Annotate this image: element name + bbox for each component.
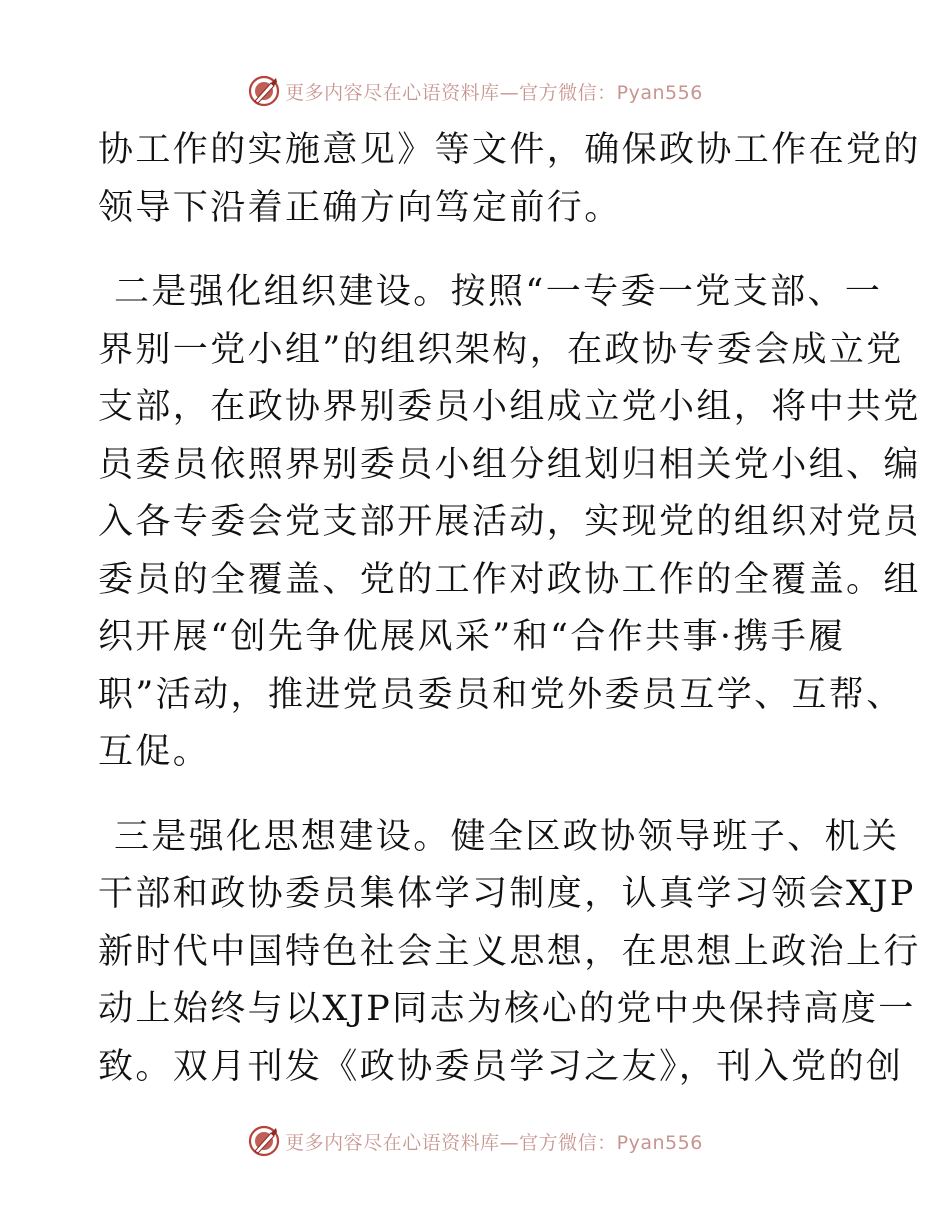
text-line: 员委员依照界别委员小组分组划归相关党小组、编 [98,444,921,485]
text-line: 三是强化思想建设。健全区政协领导班子、机关 [114,816,900,857]
text-line: 互促。 [98,732,211,772]
text-line: 二是强化组织建设。按照“一专委一党支部、一 [114,272,883,312]
watermark-text: 更多内容尽在心语资料库—官方微信：Pyan556 [285,81,703,104]
paragraph [98,264,921,782]
footer-watermark [0,1121,950,1161]
quill-seal-icon [247,1124,281,1158]
quill-seal-icon [247,74,281,108]
text-line: 织开展“创先争优展风采”和“合作共事·携手履 [98,617,846,657]
text-line: 干部和政协委员集体学习制度，认真学习领会XJP [98,874,916,914]
text-line: 职”活动，推进党员委员和党外委员互学、互帮、 [98,674,904,715]
paragraph [98,122,921,237]
text-line: 委员的全覆盖、党的工作对政协工作的全覆盖。组 [98,559,921,600]
text-line: 界别一党小组”的组织架构，在政协专委会成立党 [98,329,904,370]
text-line: 动上始终与以XJP同志为核心的党中央保持高度一 [98,989,916,1029]
text-line: 新时代中国特色社会主义思想，在思想上政治上行 [98,931,921,972]
text-line: 领导下沿着正确方向笃定前行。 [98,187,622,228]
header-watermark [0,71,950,111]
document-body [98,122,921,1096]
text-line: 协工作的实施意见》等文件，确保政协工作在党的 [98,130,921,170]
watermark-text: 更多内容尽在心语资料库—官方微信：Pyan556 [285,1131,703,1154]
text-line: 支部，在政协界别委员小组成立党小组，将中共党 [98,387,921,427]
text-line: 致。双月刊发《政协委员学习之友》，刊入党的创 [98,1046,904,1087]
paragraph [98,809,921,1097]
text-line: 入各专委会党支部开展活动，实现党的组织对党员 [98,502,921,542]
